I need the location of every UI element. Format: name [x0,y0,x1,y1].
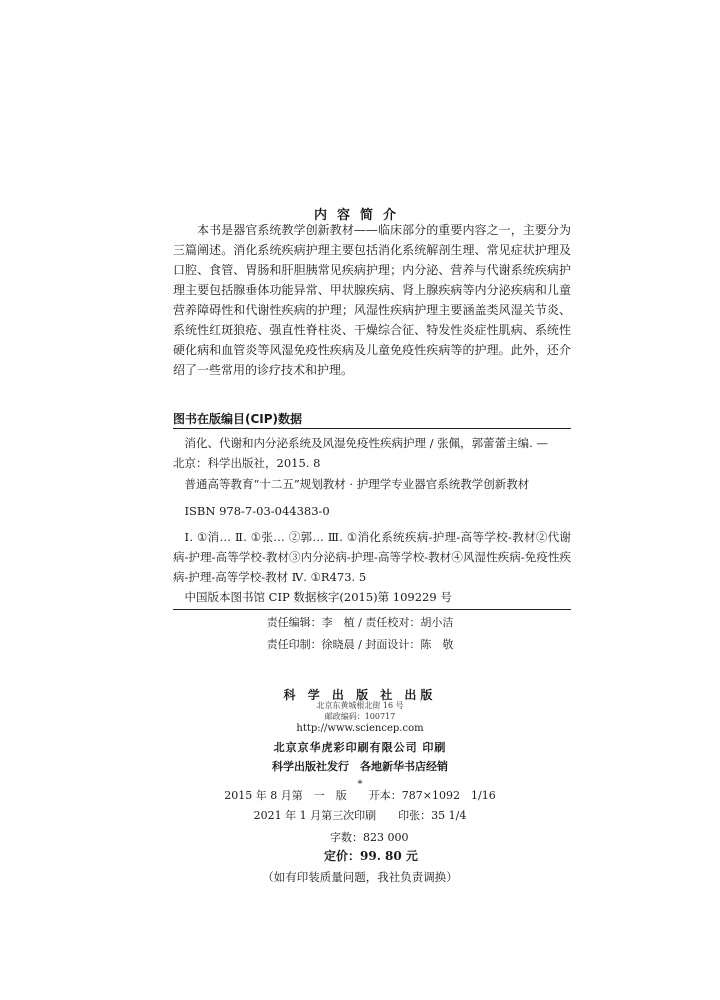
cip-title-block [173,433,571,473]
publisher-url: http://www.sciencep.com [296,723,424,734]
distribution-text: 科学出版社发行 各地新华书店经销 [272,760,448,773]
cip-top-rule [173,428,571,429]
publisher-name-text: 科 学 出 版 社 出版 [283,688,437,702]
quality-notice: （如有印装质量问题，我社负责调换） [262,870,458,884]
edition-first: 2015 年 8 月第 一 版 开本：787×1092 1/16 [224,789,496,802]
cip-record-block [173,587,571,607]
cip-isbn-block [173,501,571,521]
intro-title: 内容简介 [313,208,406,223]
word-count: 字数：823 000 [330,831,409,844]
cip-series: 普通高等教育“十二五”规划教材 · 护理学专业器官系统教学创新教材 [184,477,530,491]
cip-title-line: 消化、代谢和内分泌系统及风湿免疫性疾病护理 / 张佩，郭蕾蕾主编. — [184,436,548,450]
notice-block [0,866,720,885]
cip-subjects-block [173,527,571,587]
cip-heading: 图书在版编目(CIP)数据 [173,412,303,426]
edition-block [0,786,720,826]
cip-bottom-rule [173,609,571,610]
cip-imprint-line: 北京：科学出版社，2015. 8 [173,456,321,470]
credits-block [0,612,720,656]
price: 定价：99. 80 元 [324,849,418,863]
cip-subjects: Ⅰ. ①消… Ⅱ. ①张… ②郭… Ⅲ. ①消化系统疾病-护理-高等学校-教材②代谢病-护理-高等学校-教材③内分泌病-护理-高等学校-教材④风湿性疾病-免疫性疾病-护理-高等学校-教材 Ⅳ. ①R473. 5 [173,530,571,584]
cip-series-block [173,474,571,494]
intro-paragraph: 本书是器官系统教学创新教材——临床部分的重要内容之一，主要分为三篇阐述。消化系统疾病护理主要包括消化系统解剖生理、常见症状护理及口腔、食管、胃肠和肝胆胰常见疾病护理；内分泌、营养与代谢系统疾病护理主要包括腺垂体功能异常、甲状腺疾病、肾上腺疾病等内分泌疾病和儿童营养障碍性和代谢性疾病的护理；风湿性疾病护理主要涵盖类风湿关节炎、系统性红斑狼疮、强直性脊柱炎、干燥综合征、特发性炎症性肌病、系统性硬化病和血管炎等风湿免疫性疾病及儿童免疫性疾病等的护理。此外，还介绍了一些常用的诊疗技术和护理。 [173,223,571,377]
intro-body [173,220,571,380]
publisher-postcode: 邮政编码：100717 [324,712,396,721]
separator-star-text: * [357,779,363,790]
printer-block [0,736,720,755]
credits-print-line: 责任印制：徐晓晨 / 封面设计：陈 敬 [266,638,454,651]
edition-printing: 2021 年 1 月第三次印刷 印张：35 1/4 [253,809,467,822]
publisher-address: 北京东黄城根北街 16 号 [316,701,404,710]
printer-name: 北京京华虎彩印刷有限公司 印刷 [273,741,447,754]
credits-editor-line: 责任编辑：李 植 / 责任校对：胡小洁 [266,616,454,629]
price-block [324,845,418,864]
cip-record: 中国版本图书馆 CIP 数据核字(2015)第 109229 号 [184,590,452,604]
cip-isbn: ISBN 978-7-03-044383-0 [184,504,330,518]
publisher-address-block [0,700,720,735]
